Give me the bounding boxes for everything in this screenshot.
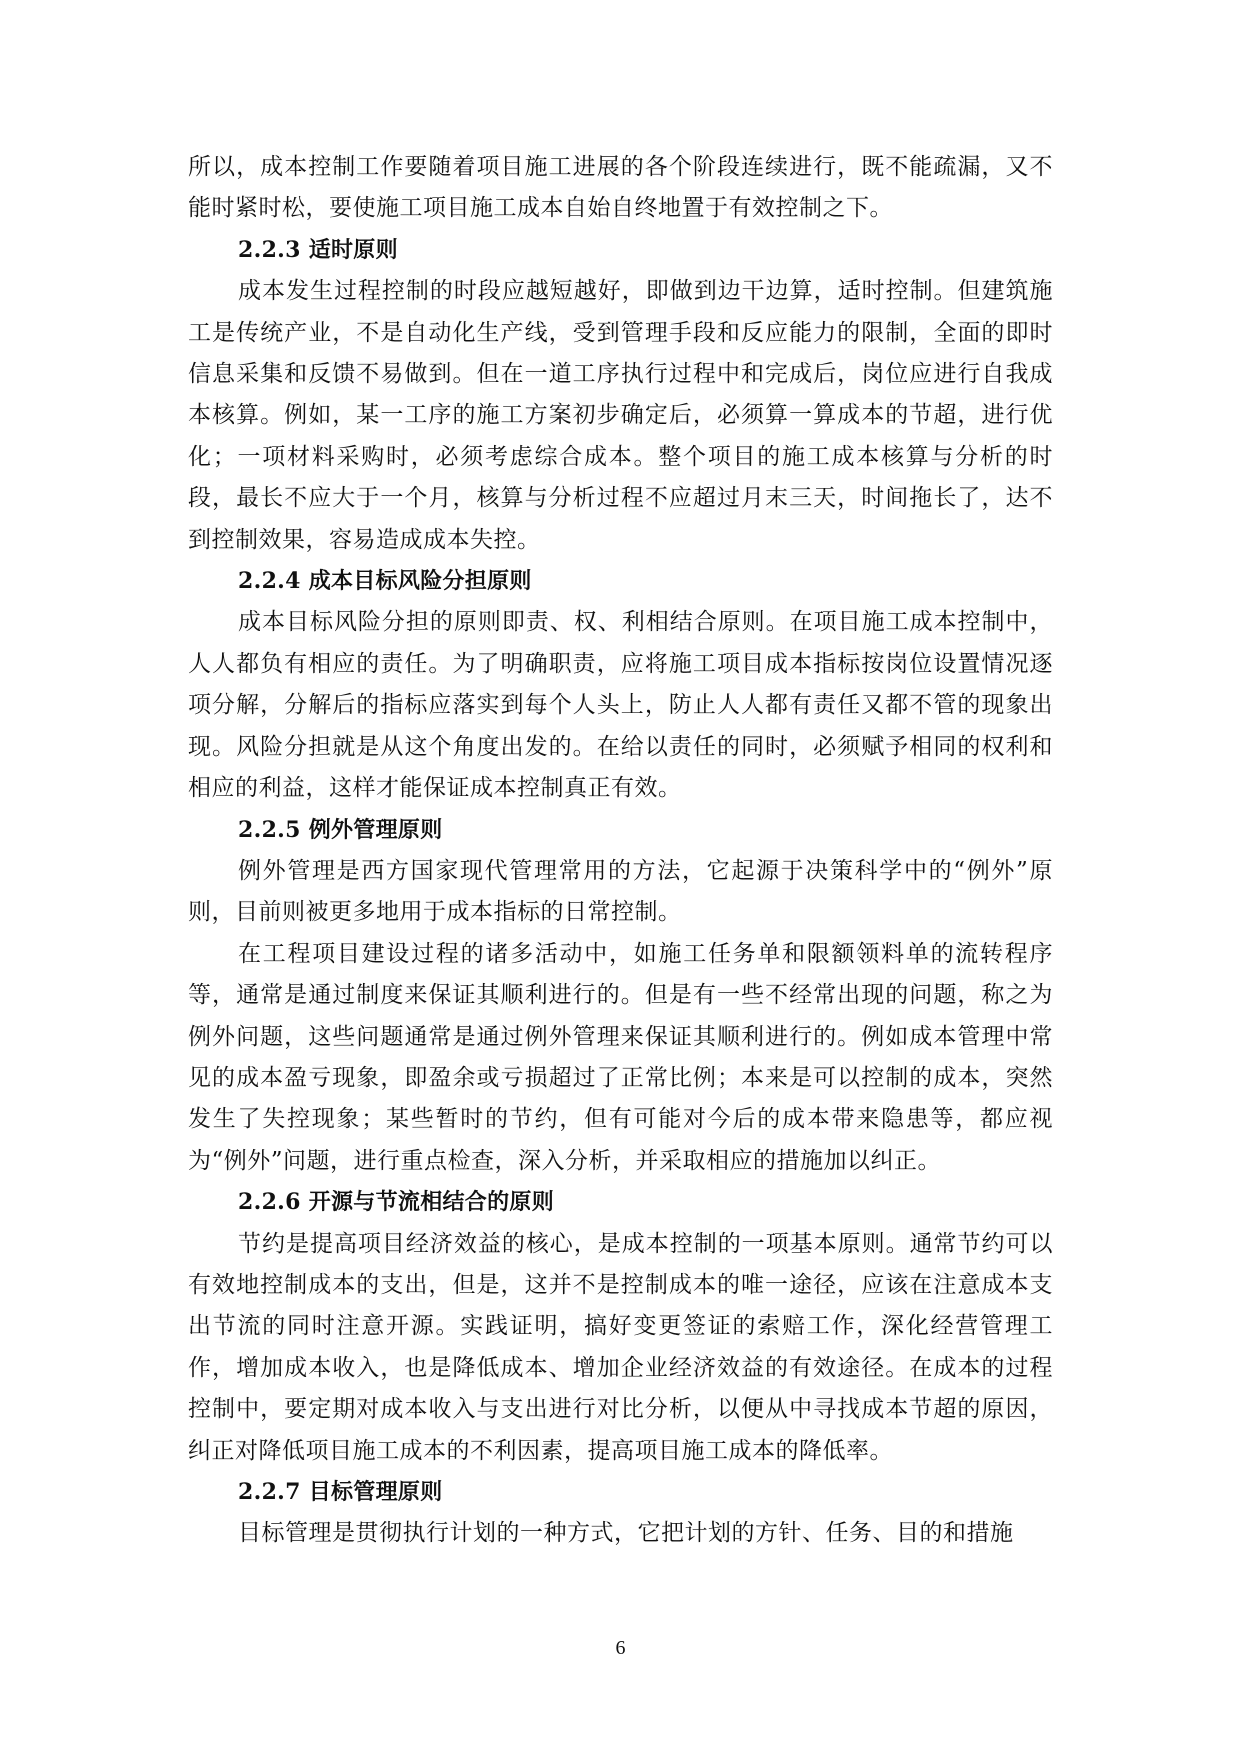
page-number: 6	[615, 1637, 626, 1659]
paragraph-timely-principle: 成本发生过程控制的时段应越短越好，即做到边干边算，适时控制。但建筑施工是传统产业，不是自动化生产线，受到管理手段和反应能力的限制，全面的即时信息采集和反馈不易做到。但在一道工序执行过程中和完成后，岗位应进行自我成本核算。例如，某一工序的施工方案初步确定后，必须算一算成本的节超，进行优化；一项材料采购时，必须考虑综合成本。整个项目的施工成本核算与分析的时段，最长不应大于一个月，核算与分析过程不应超过月末三天，时间拖长了，达不到控制效果，容易造成成本失控。	[188, 278, 1053, 553]
section-heading-2-2-4: 2.2.4 成本目标风险分担原则	[238, 568, 532, 595]
section-heading-2-2-6: 2.2.6 开源与节流相结合的原则	[238, 1189, 555, 1216]
section-heading-2-2-3: 2.2.3 适时原则	[238, 236, 398, 263]
page-body	[188, 147, 1053, 1555]
paragraph-continuation: 所以，成本控制工作要随着项目施工进展的各个阶段连续进行，既不能疏漏，又不能时紧时松，要使施工项目施工成本自始自终地置于有效控制之下。	[188, 154, 1053, 222]
section-heading-2-2-7: 2.2.7 目标管理原则	[238, 1479, 443, 1505]
paragraph-exception-examples: 在工程项目建设过程的诸多活动中，如施工任务单和限额领料单的流转程序等，通常是通过制度来保证其顺利进行的。但是有一些不经常出现的问题，称之为例外问题，这些问题通常是通过例外管理来保证其顺利进行的。例如成本管理中常见的成本盈亏现象，即盈余或亏损超过了正常比例；本来是可以控制的成本，突然发生了失控现象；某些暂时的节约，但有可能对今后的成本带来隐患等，都应视为“例外”问题，进行重点检查，深入分析，并采取相应的措施加以纠正。	[188, 940, 1053, 1174]
section-heading-2-2-5: 2.2.5 例外管理原则	[238, 816, 443, 843]
paragraph-open-source-reduce-expenditure: 节约是提高项目经济效益的核心，是成本控制的一项基本原则。通常节约可以有效地控制成本的支出，但是，这并不是控制成本的唯一途径，应该在注意成本支出节流的同时注意开源。实践证明，搞好变更签证的索赔工作，深化经营管理工作，增加成本收入，也是降低成本、增加企业经济效益的有效途径。在成本的过程控制中，要定期对成本收入与支出进行对比分析，以便从中寻找成本节超的原因，纠正对降低项目施工成本的不利因素，提高项目施工成本的降低率。	[188, 1230, 1053, 1464]
paragraph-target-management: 目标管理是贯彻执行计划的一种方式，它把计划的方针、任务、目的和措施	[238, 1520, 1014, 1547]
paragraph-risk-sharing: 成本目标风险分担的原则即责、权、利相结合原则。在项目施工成本控制中，人人都负有相应的责任。为了明确职责，应将施工项目成本指标按岗位设置情况逐项分解，分解后的指标应落实到每个人头上，防止人人都有责任又都不管的现象出现。风险分担就是从这个角度出发的。在给以责任的同时，必须赋予相同的权利和相应的利益，这样才能保证成本控制真正有效。	[188, 609, 1053, 802]
paragraph-exception-management: 例外管理是西方国家现代管理常用的方法，它起源于决策科学中的“例外”原则，目前则被更多地用于成本指标的日常控制。	[188, 857, 1053, 926]
